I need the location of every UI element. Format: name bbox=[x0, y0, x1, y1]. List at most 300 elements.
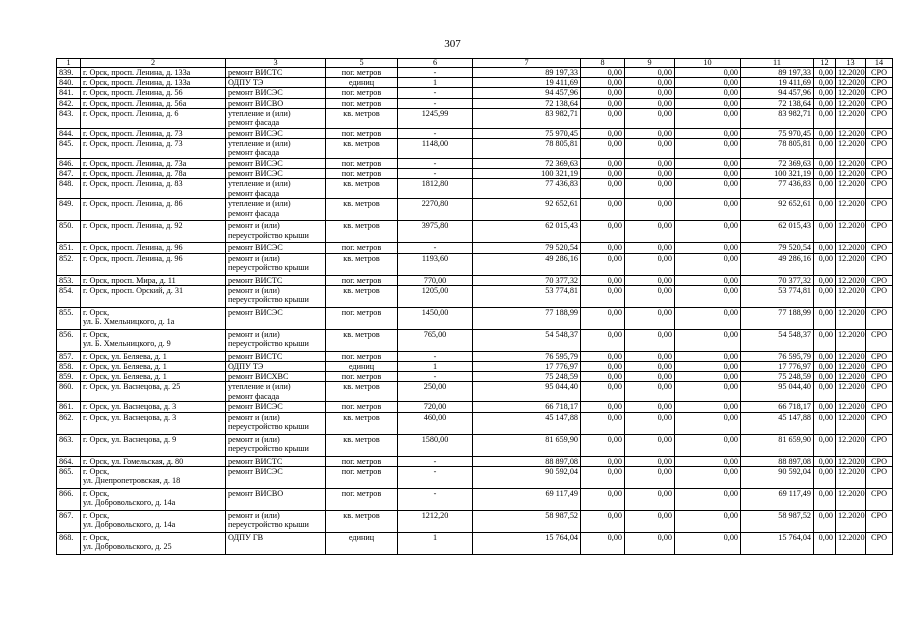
volume-cell: - bbox=[398, 98, 473, 108]
work-type-cell-line: переустройство крыши bbox=[228, 421, 309, 431]
date-cell: 12.2020 bbox=[836, 382, 866, 402]
total-cost-cell: 62 015,43 bbox=[473, 221, 581, 243]
table-row bbox=[57, 412, 893, 434]
work-type-cell-line: ремонт ВИСВО bbox=[228, 488, 284, 498]
total-cost-cell: 77 188,99 bbox=[473, 307, 581, 329]
address-cell-line: г. Орск, ул. Беляева, д. 1 bbox=[83, 362, 167, 372]
value-cell: 0,00 bbox=[675, 108, 741, 128]
address-cell-line: ул. Добровольского, д. 14а bbox=[83, 498, 176, 508]
value-cell: 0,00 bbox=[625, 488, 675, 510]
value-cell: 0,00 bbox=[675, 243, 741, 253]
address-cell-line: г. Орск, просп. Ленина, д. 73а bbox=[83, 159, 187, 169]
address-cell-line: г. Орск, bbox=[83, 329, 110, 339]
address-cell-line: г. Орск, bbox=[83, 466, 110, 476]
unit-cell: кв. метров bbox=[326, 412, 398, 434]
address-cell bbox=[81, 169, 226, 179]
total-cost-cell: 89 197,33 bbox=[473, 68, 581, 78]
table-row bbox=[57, 68, 893, 78]
address-cell-line: г. Орск, bbox=[83, 510, 110, 520]
value-cell: 0,00 bbox=[581, 412, 625, 434]
work-type-cell bbox=[226, 382, 326, 402]
value-cell: 0,00 bbox=[625, 351, 675, 361]
value-cell: 77 188,99 bbox=[741, 307, 814, 329]
address-cell bbox=[81, 275, 226, 285]
value-cell: 0,00 bbox=[675, 382, 741, 402]
method-cell: СРО bbox=[866, 382, 893, 402]
volume-cell: 1148,00 bbox=[398, 139, 473, 159]
value-cell: 0,00 bbox=[625, 362, 675, 372]
value-cell: 0,00 bbox=[814, 199, 836, 221]
value-cell: 95 044,40 bbox=[741, 382, 814, 402]
unit-cell: кв. метров bbox=[326, 285, 398, 307]
value-cell: 0,00 bbox=[625, 372, 675, 382]
value-cell: 0,00 bbox=[675, 78, 741, 88]
method-cell: СРО bbox=[866, 362, 893, 372]
method-cell: СРО bbox=[866, 466, 893, 488]
method-cell: СРО bbox=[866, 68, 893, 78]
method-cell: СРО bbox=[866, 285, 893, 307]
unit-cell: пог. метров bbox=[326, 98, 398, 108]
volume-cell: - bbox=[398, 169, 473, 179]
column-header: 3 bbox=[226, 59, 326, 68]
row-number-cell: 841. bbox=[57, 88, 81, 98]
address-cell-line: г. Орск, ул. Беляева, д. 1 bbox=[83, 351, 167, 361]
work-type-cell-line: ОДПУ ТЭ bbox=[228, 362, 264, 372]
address-cell bbox=[81, 108, 226, 128]
address-cell-line: г. Орск, просп. Ленина, д. 73 bbox=[83, 128, 183, 138]
work-type-cell bbox=[226, 159, 326, 169]
volume-cell: - bbox=[398, 243, 473, 253]
address-cell-line: г. Орск, ул. Беляева, д. 1 bbox=[83, 372, 167, 382]
date-cell: 12.2020 bbox=[836, 253, 866, 275]
row-number-cell: 845. bbox=[57, 139, 81, 159]
value-cell: 0,00 bbox=[675, 139, 741, 159]
address-cell-line: г. Орск, просп. Ленина, д. 133а bbox=[83, 68, 191, 77]
value-cell: 0,00 bbox=[625, 221, 675, 243]
unit-cell: пог. метров bbox=[326, 169, 398, 179]
date-cell: 12.2020 bbox=[836, 159, 866, 169]
date-cell: 12.2020 bbox=[836, 68, 866, 78]
value-cell: 15 764,04 bbox=[741, 532, 814, 554]
work-type-cell bbox=[226, 351, 326, 361]
work-type-cell bbox=[226, 199, 326, 221]
value-cell: 90 592,04 bbox=[741, 466, 814, 488]
unit-cell: кв. метров bbox=[326, 329, 398, 351]
date-cell: 12.2020 bbox=[836, 372, 866, 382]
volume-cell: - bbox=[398, 88, 473, 98]
unit-cell: пог. метров bbox=[326, 456, 398, 466]
address-cell bbox=[81, 253, 226, 275]
address-cell bbox=[81, 466, 226, 488]
work-type-cell-line: ремонт фасада bbox=[228, 118, 280, 128]
value-cell: 78 805,81 bbox=[741, 139, 814, 159]
table-row bbox=[57, 179, 893, 199]
table-row bbox=[57, 243, 893, 253]
value-cell: 0,00 bbox=[625, 88, 675, 98]
column-header: 13 bbox=[836, 59, 866, 68]
row-number-cell: 859. bbox=[57, 372, 81, 382]
row-number-cell: 867. bbox=[57, 510, 81, 532]
date-cell: 12.2020 bbox=[836, 488, 866, 510]
row-number-cell: 868. bbox=[57, 532, 81, 554]
value-cell: 0,00 bbox=[625, 159, 675, 169]
table-row bbox=[57, 108, 893, 128]
volume-cell: 720,00 bbox=[398, 402, 473, 412]
unit-cell: кв. метров bbox=[326, 434, 398, 456]
address-cell-line: г. Орск, просп. Ленина, д. 133а bbox=[83, 78, 191, 88]
unit-cell: пог. метров bbox=[326, 488, 398, 510]
date-cell: 12.2020 bbox=[836, 179, 866, 199]
work-type-cell bbox=[226, 275, 326, 285]
row-number-cell: 840. bbox=[57, 78, 81, 88]
value-cell: 0,00 bbox=[814, 78, 836, 88]
value-cell: 0,00 bbox=[625, 179, 675, 199]
value-cell: 79 520,54 bbox=[741, 243, 814, 253]
value-cell: 88 897,08 bbox=[741, 456, 814, 466]
value-cell: 0,00 bbox=[625, 466, 675, 488]
method-cell: СРО bbox=[866, 456, 893, 466]
value-cell: 0,00 bbox=[581, 108, 625, 128]
method-cell: СРО bbox=[866, 139, 893, 159]
value-cell: 0,00 bbox=[625, 68, 675, 78]
work-type-cell-line: ремонт ВИСТС bbox=[228, 275, 283, 285]
volume-cell: 460,00 bbox=[398, 412, 473, 434]
date-cell: 12.2020 bbox=[836, 402, 866, 412]
work-type-cell-line: утепление и (или) bbox=[228, 199, 291, 209]
unit-cell: пог. метров bbox=[326, 128, 398, 138]
unit-cell: кв. метров bbox=[326, 510, 398, 532]
volume-cell: - bbox=[398, 456, 473, 466]
work-type-cell bbox=[226, 221, 326, 243]
address-cell-line: ул. Добровольского, д. 25 bbox=[83, 542, 172, 552]
value-cell: 0,00 bbox=[625, 382, 675, 402]
value-cell: 58 987,52 bbox=[741, 510, 814, 532]
table-row bbox=[57, 253, 893, 275]
volume-cell: - bbox=[398, 488, 473, 510]
row-number-cell: 861. bbox=[57, 402, 81, 412]
address-cell-line: г. Орск, просп. Ленина, д. 73 bbox=[83, 139, 183, 149]
value-cell: 0,00 bbox=[675, 221, 741, 243]
work-type-cell-line: ремонт ВИСЭС bbox=[228, 243, 283, 253]
date-cell: 12.2020 bbox=[836, 169, 866, 179]
work-type-cell-line: ремонт ВИСЭС bbox=[228, 169, 283, 179]
value-cell: 0,00 bbox=[814, 275, 836, 285]
address-cell-line: г. Орск, bbox=[83, 532, 110, 542]
work-type-cell-line: ремонт ВИСТС bbox=[228, 351, 283, 361]
work-type-cell-line: переустройство крыши bbox=[228, 230, 309, 240]
work-type-cell-line: переустройство крыши bbox=[228, 520, 309, 530]
date-cell: 12.2020 bbox=[836, 221, 866, 243]
value-cell: 0,00 bbox=[625, 412, 675, 434]
value-cell: 0,00 bbox=[625, 402, 675, 412]
volume-cell: - bbox=[398, 159, 473, 169]
method-cell: СРО bbox=[866, 275, 893, 285]
column-header: 6 bbox=[398, 59, 473, 68]
method-cell: СРО bbox=[866, 402, 893, 412]
volume-cell: 1450,00 bbox=[398, 307, 473, 329]
address-cell bbox=[81, 382, 226, 402]
work-type-cell bbox=[226, 243, 326, 253]
work-type-cell-line: ремонт ВИСЭС bbox=[228, 159, 283, 169]
unit-cell: пог. метров bbox=[326, 275, 398, 285]
value-cell: 94 457,96 bbox=[741, 88, 814, 98]
value-cell: 69 117,49 bbox=[741, 488, 814, 510]
total-cost-cell: 45 147,88 bbox=[473, 412, 581, 434]
row-number-cell: 850. bbox=[57, 221, 81, 243]
address-cell-line: г. Орск, bbox=[83, 488, 110, 498]
unit-cell: пог. метров bbox=[326, 466, 398, 488]
row-number-cell: 852. bbox=[57, 253, 81, 275]
total-cost-cell: 94 457,96 bbox=[473, 88, 581, 98]
volume-cell: - bbox=[398, 466, 473, 488]
total-cost-cell: 95 044,40 bbox=[473, 382, 581, 402]
table-row bbox=[57, 402, 893, 412]
total-cost-cell: 72 369,63 bbox=[473, 159, 581, 169]
value-cell: 100 321,19 bbox=[741, 169, 814, 179]
value-cell: 0,00 bbox=[675, 68, 741, 78]
column-header: 9 bbox=[625, 59, 675, 68]
value-cell: 0,00 bbox=[814, 221, 836, 243]
method-cell: СРО bbox=[866, 179, 893, 199]
total-cost-cell: 69 117,49 bbox=[473, 488, 581, 510]
value-cell: 0,00 bbox=[625, 329, 675, 351]
unit-cell: единиц bbox=[326, 362, 398, 372]
method-cell: СРО bbox=[866, 159, 893, 169]
value-cell: 0,00 bbox=[581, 532, 625, 554]
total-cost-cell: 75 970,45 bbox=[473, 128, 581, 138]
table-row bbox=[57, 372, 893, 382]
unit-cell: пог. метров bbox=[326, 307, 398, 329]
volume-cell: 1 bbox=[398, 532, 473, 554]
value-cell: 75 248,59 bbox=[741, 372, 814, 382]
address-cell-line: ул. Б. Хмельницкого, д. 9 bbox=[83, 339, 171, 349]
value-cell: 0,00 bbox=[581, 307, 625, 329]
value-cell: 0,00 bbox=[675, 402, 741, 412]
table-row bbox=[57, 159, 893, 169]
row-number-cell: 860. bbox=[57, 382, 81, 402]
work-type-cell bbox=[226, 412, 326, 434]
repair-registry-table bbox=[56, 58, 893, 555]
work-type-cell-line: ремонт и (или) bbox=[228, 285, 280, 295]
work-type-cell-line: ремонт и (или) bbox=[228, 329, 280, 339]
value-cell: 0,00 bbox=[581, 402, 625, 412]
volume-cell: 1 bbox=[398, 362, 473, 372]
address-cell bbox=[81, 532, 226, 554]
address-cell-line: г. Орск, bbox=[83, 307, 110, 317]
address-cell-line: г. Орск, просп. Ленина, д. 83 bbox=[83, 179, 183, 189]
value-cell: 0,00 bbox=[814, 412, 836, 434]
row-number-cell: 856. bbox=[57, 329, 81, 351]
row-number-cell: 846. bbox=[57, 159, 81, 169]
unit-cell: кв. метров bbox=[326, 199, 398, 221]
work-type-cell-line: ремонт фасада bbox=[228, 391, 280, 401]
row-number-cell: 866. bbox=[57, 488, 81, 510]
total-cost-cell: 49 286,16 bbox=[473, 253, 581, 275]
value-cell: 0,00 bbox=[814, 351, 836, 361]
value-cell: 81 659,90 bbox=[741, 434, 814, 456]
unit-cell: пог. метров bbox=[326, 68, 398, 78]
unit-cell: кв. метров bbox=[326, 179, 398, 199]
address-cell bbox=[81, 372, 226, 382]
unit-cell: пог. метров bbox=[326, 402, 398, 412]
date-cell: 12.2020 bbox=[836, 78, 866, 88]
row-number-cell: 863. bbox=[57, 434, 81, 456]
value-cell: 0,00 bbox=[675, 253, 741, 275]
value-cell: 0,00 bbox=[581, 372, 625, 382]
work-type-cell-line: ремонт фасада bbox=[228, 208, 280, 218]
method-cell: СРО bbox=[866, 307, 893, 329]
value-cell: 0,00 bbox=[675, 466, 741, 488]
volume-cell: 765,00 bbox=[398, 329, 473, 351]
column-header: 8 bbox=[581, 59, 625, 68]
table-row bbox=[57, 139, 893, 159]
value-cell: 0,00 bbox=[814, 402, 836, 412]
address-cell bbox=[81, 402, 226, 412]
row-number-cell: 849. bbox=[57, 199, 81, 221]
address-cell bbox=[81, 434, 226, 456]
method-cell: СРО bbox=[866, 351, 893, 361]
value-cell: 0,00 bbox=[581, 253, 625, 275]
work-type-cell-line: ремонт и (или) bbox=[228, 510, 280, 520]
column-header: 5 bbox=[326, 59, 398, 68]
row-number-cell: 848. bbox=[57, 179, 81, 199]
date-cell: 12.2020 bbox=[836, 351, 866, 361]
address-cell bbox=[81, 510, 226, 532]
work-type-cell bbox=[226, 510, 326, 532]
value-cell: 19 411,69 bbox=[741, 78, 814, 88]
row-number-cell: 839. bbox=[57, 68, 81, 78]
work-type-cell-line: утепление и (или) bbox=[228, 382, 291, 392]
work-type-cell bbox=[226, 128, 326, 138]
value-cell: 0,00 bbox=[625, 275, 675, 285]
value-cell: 0,00 bbox=[581, 285, 625, 307]
work-type-cell bbox=[226, 68, 326, 78]
value-cell: 0,00 bbox=[625, 285, 675, 307]
column-header: 1 bbox=[57, 59, 81, 68]
method-cell: СРО bbox=[866, 108, 893, 128]
work-type-cell bbox=[226, 78, 326, 88]
work-type-cell-line: утепление и (или) bbox=[228, 179, 291, 189]
method-cell: СРО bbox=[866, 78, 893, 88]
value-cell: 0,00 bbox=[814, 456, 836, 466]
table-row bbox=[57, 221, 893, 243]
date-cell: 12.2020 bbox=[836, 128, 866, 138]
work-type-cell bbox=[226, 169, 326, 179]
date-cell: 12.2020 bbox=[836, 199, 866, 221]
volume-cell: 2270,80 bbox=[398, 199, 473, 221]
date-cell: 12.2020 bbox=[836, 139, 866, 159]
address-cell-line: г. Орск, просп. Ленина, д. 96 bbox=[83, 253, 183, 263]
address-cell-line: ул. Добровольского, д. 14а bbox=[83, 520, 176, 530]
address-cell-line: ул. Б. Хмельницкого, д. 1а bbox=[83, 317, 175, 327]
address-cell-line: г. Орск, просп. Ленина, д. 86 bbox=[83, 199, 183, 209]
value-cell: 0,00 bbox=[581, 351, 625, 361]
total-cost-cell: 66 718,17 bbox=[473, 402, 581, 412]
value-cell: 0,00 bbox=[581, 199, 625, 221]
value-cell: 0,00 bbox=[675, 510, 741, 532]
value-cell: 0,00 bbox=[814, 307, 836, 329]
work-type-cell-line: ОДПУ ГВ bbox=[228, 532, 264, 542]
method-cell: СРО bbox=[866, 169, 893, 179]
work-type-cell bbox=[226, 372, 326, 382]
work-type-cell bbox=[226, 362, 326, 372]
unit-cell: кв. метров bbox=[326, 382, 398, 402]
table-row bbox=[57, 532, 893, 554]
value-cell: 45 147,88 bbox=[741, 412, 814, 434]
value-cell: 0,00 bbox=[625, 98, 675, 108]
column-header: 2 bbox=[81, 59, 226, 68]
value-cell: 0,00 bbox=[625, 169, 675, 179]
value-cell: 66 718,17 bbox=[741, 402, 814, 412]
value-cell: 17 776,97 bbox=[741, 362, 814, 372]
volume-cell: - bbox=[398, 351, 473, 361]
work-type-cell bbox=[226, 285, 326, 307]
table-row bbox=[57, 510, 893, 532]
value-cell: 76 595,79 bbox=[741, 351, 814, 361]
table-row bbox=[57, 351, 893, 361]
table-row bbox=[57, 434, 893, 456]
address-cell-line: г. Орск, ул. Васнецова, д. 25 bbox=[83, 382, 181, 392]
value-cell: 0,00 bbox=[675, 329, 741, 351]
total-cost-cell: 88 897,08 bbox=[473, 456, 581, 466]
address-cell bbox=[81, 243, 226, 253]
value-cell: 0,00 bbox=[675, 199, 741, 221]
value-cell: 0,00 bbox=[581, 466, 625, 488]
address-cell-line: г. Орск, просп. Ленина, д. 78а bbox=[83, 169, 187, 179]
total-cost-cell: 72 138,64 bbox=[473, 98, 581, 108]
work-type-cell bbox=[226, 466, 326, 488]
value-cell: 0,00 bbox=[814, 434, 836, 456]
address-cell bbox=[81, 456, 226, 466]
address-cell bbox=[81, 78, 226, 88]
address-cell-line: г. Орск, ул. Васнецова, д. 3 bbox=[83, 412, 177, 422]
value-cell: 0,00 bbox=[675, 98, 741, 108]
work-type-cell-line: ремонт фасада bbox=[228, 148, 280, 158]
value-cell: 0,00 bbox=[675, 159, 741, 169]
value-cell: 0,00 bbox=[675, 179, 741, 199]
value-cell: 0,00 bbox=[814, 139, 836, 159]
unit-cell: пог. метров bbox=[326, 372, 398, 382]
volume-cell: 1245,99 bbox=[398, 108, 473, 128]
method-cell: СРО bbox=[866, 128, 893, 138]
address-cell bbox=[81, 285, 226, 307]
value-cell: 0,00 bbox=[675, 307, 741, 329]
value-cell: 0,00 bbox=[581, 179, 625, 199]
value-cell: 0,00 bbox=[581, 128, 625, 138]
address-cell bbox=[81, 488, 226, 510]
value-cell: 0,00 bbox=[625, 139, 675, 159]
unit-cell: кв. метров bbox=[326, 253, 398, 275]
table-row bbox=[57, 466, 893, 488]
value-cell: 0,00 bbox=[814, 329, 836, 351]
value-cell: 0,00 bbox=[581, 88, 625, 98]
value-cell: 72 138,64 bbox=[741, 98, 814, 108]
value-cell: 0,00 bbox=[581, 362, 625, 372]
date-cell: 12.2020 bbox=[836, 88, 866, 98]
work-type-cell bbox=[226, 253, 326, 275]
table-row bbox=[57, 329, 893, 351]
row-number-cell: 855. bbox=[57, 307, 81, 329]
value-cell: 0,00 bbox=[814, 128, 836, 138]
address-cell bbox=[81, 307, 226, 329]
date-cell: 12.2020 bbox=[836, 362, 866, 372]
value-cell: 0,00 bbox=[581, 159, 625, 169]
work-type-cell-line: ремонт фасада bbox=[228, 188, 280, 198]
table-row bbox=[57, 285, 893, 307]
value-cell: 0,00 bbox=[814, 108, 836, 128]
total-cost-cell: 53 774,81 bbox=[473, 285, 581, 307]
volume-cell: 1193,60 bbox=[398, 253, 473, 275]
